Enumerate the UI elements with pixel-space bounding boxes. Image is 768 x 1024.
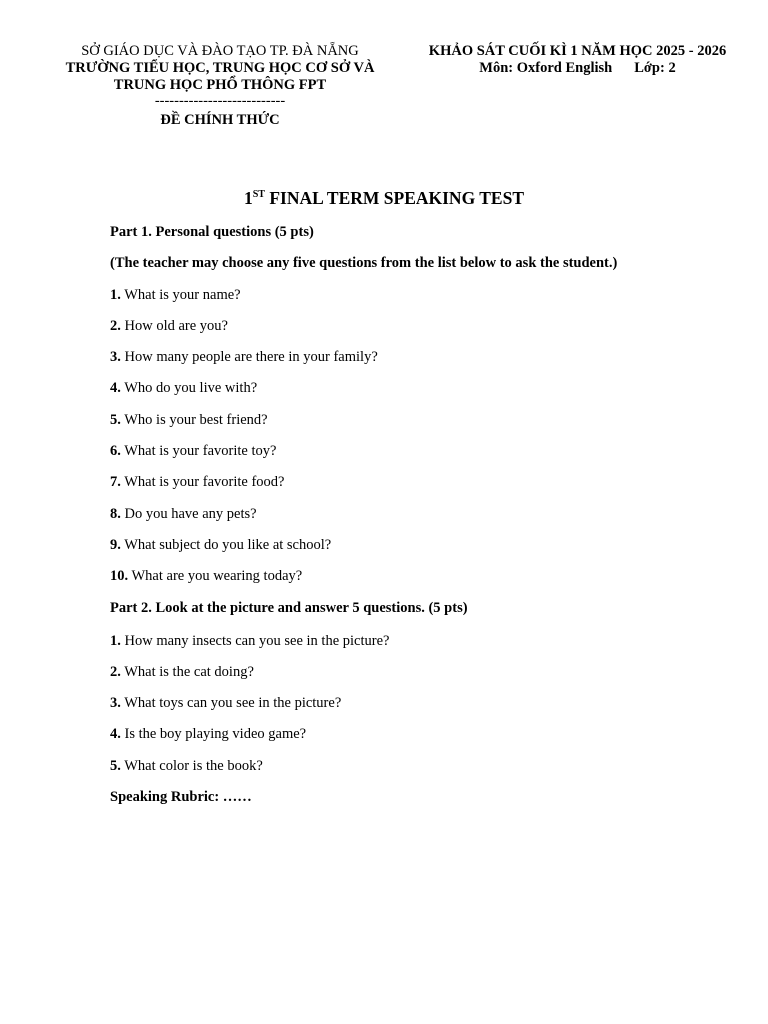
title-ordinal: 1: [244, 188, 253, 208]
part1-question: [110, 410, 730, 441]
question-text: Do you have any pets?: [120, 505, 257, 522]
question-number: 9.: [110, 536, 121, 553]
question-number: 3.: [110, 349, 121, 366]
part1-question: [110, 472, 730, 503]
part2-question: [110, 631, 730, 662]
question-text: What is the cat doing?: [120, 663, 254, 680]
question-number: 5.: [110, 411, 121, 428]
school-name-line2: TRUNG HỌC PHỔ THÔNG FPT: [113, 77, 327, 93]
question-number: 5.: [110, 757, 121, 774]
question-number: 4.: [110, 380, 121, 397]
part1-question: [110, 504, 730, 535]
grade-label: Lớp: 2: [634, 60, 676, 76]
question-text: What is your name?: [120, 286, 241, 303]
question-text: Who is your best friend?: [120, 411, 268, 428]
test-title: [0, 188, 768, 209]
question-text: What are you wearing today?: [128, 568, 303, 585]
header-left: [40, 43, 400, 129]
question-text: How old are you?: [120, 317, 228, 334]
part2-heading: Part 2. Look at the picture and answer 5 questions. (5 pts): [110, 599, 468, 616]
question-number: 3.: [110, 695, 121, 712]
question-number: 4.: [110, 726, 121, 743]
question-text: How many people are there in your family?: [120, 349, 378, 366]
part1-question: [110, 378, 730, 409]
question-number: 7.: [110, 474, 121, 491]
question-text: What color is the book?: [120, 757, 263, 774]
question-number: 8.: [110, 505, 121, 522]
title-superscript: ST: [252, 189, 265, 200]
part2-question: [110, 693, 730, 724]
part2-question: [110, 662, 730, 693]
question-text: Is the boy playing video game?: [120, 726, 307, 743]
question-text: What subject do you like at school?: [120, 536, 332, 553]
exam-name: KHẢO SÁT CUỐI KÌ 1 NĂM HỌC 2025 - 2026: [428, 43, 727, 59]
title-text: FINAL TERM SPEAKING TEST: [264, 188, 524, 208]
part1-instruction: (The teacher may choose any five questions from the list below to ask the student.): [110, 255, 618, 272]
part1-heading: Part 1. Personal questions (5 pts): [110, 224, 314, 240]
question-number: 6.: [110, 443, 121, 460]
department-name: SỞ GIÁO DỤC VÀ ĐÀO TẠO TP. ĐÀ NẴNG: [81, 43, 359, 59]
question-text: What is your favorite food?: [120, 474, 285, 491]
question-number: 2.: [110, 317, 121, 334]
question-number: 2.: [110, 663, 121, 680]
official-label: ĐỀ CHÍNH THỨC: [160, 112, 280, 128]
speaking-rubric: Speaking Rubric: ……: [110, 789, 252, 806]
part2-question: [110, 724, 730, 755]
part1-question: [110, 316, 730, 347]
part1-question: [110, 535, 730, 566]
header-divider: ---------------------------: [154, 93, 286, 109]
subject-label: Môn: Oxford English: [479, 60, 613, 76]
school-name-line1: TRƯỜNG TIỂU HỌC, TRUNG HỌC CƠ SỞ VÀ: [65, 60, 375, 76]
question-text: What is your favorite toy?: [120, 443, 277, 460]
part2-question: [110, 756, 730, 787]
part1-question: [110, 347, 730, 378]
question-number: 1.: [110, 632, 121, 649]
subject-grade-line: [405, 60, 750, 77]
header-right: [405, 43, 750, 77]
part1-question: [110, 285, 730, 316]
question-text: What toys can you see in the picture?: [120, 695, 342, 712]
part1-question: [110, 566, 730, 597]
test-content: [110, 222, 730, 818]
question-number: 1.: [110, 286, 121, 303]
question-text: Who do you live with?: [120, 380, 258, 397]
question-number: 10.: [110, 568, 129, 585]
question-text: How many insects can you see in the picture?: [120, 632, 390, 649]
part1-question: [110, 441, 730, 472]
